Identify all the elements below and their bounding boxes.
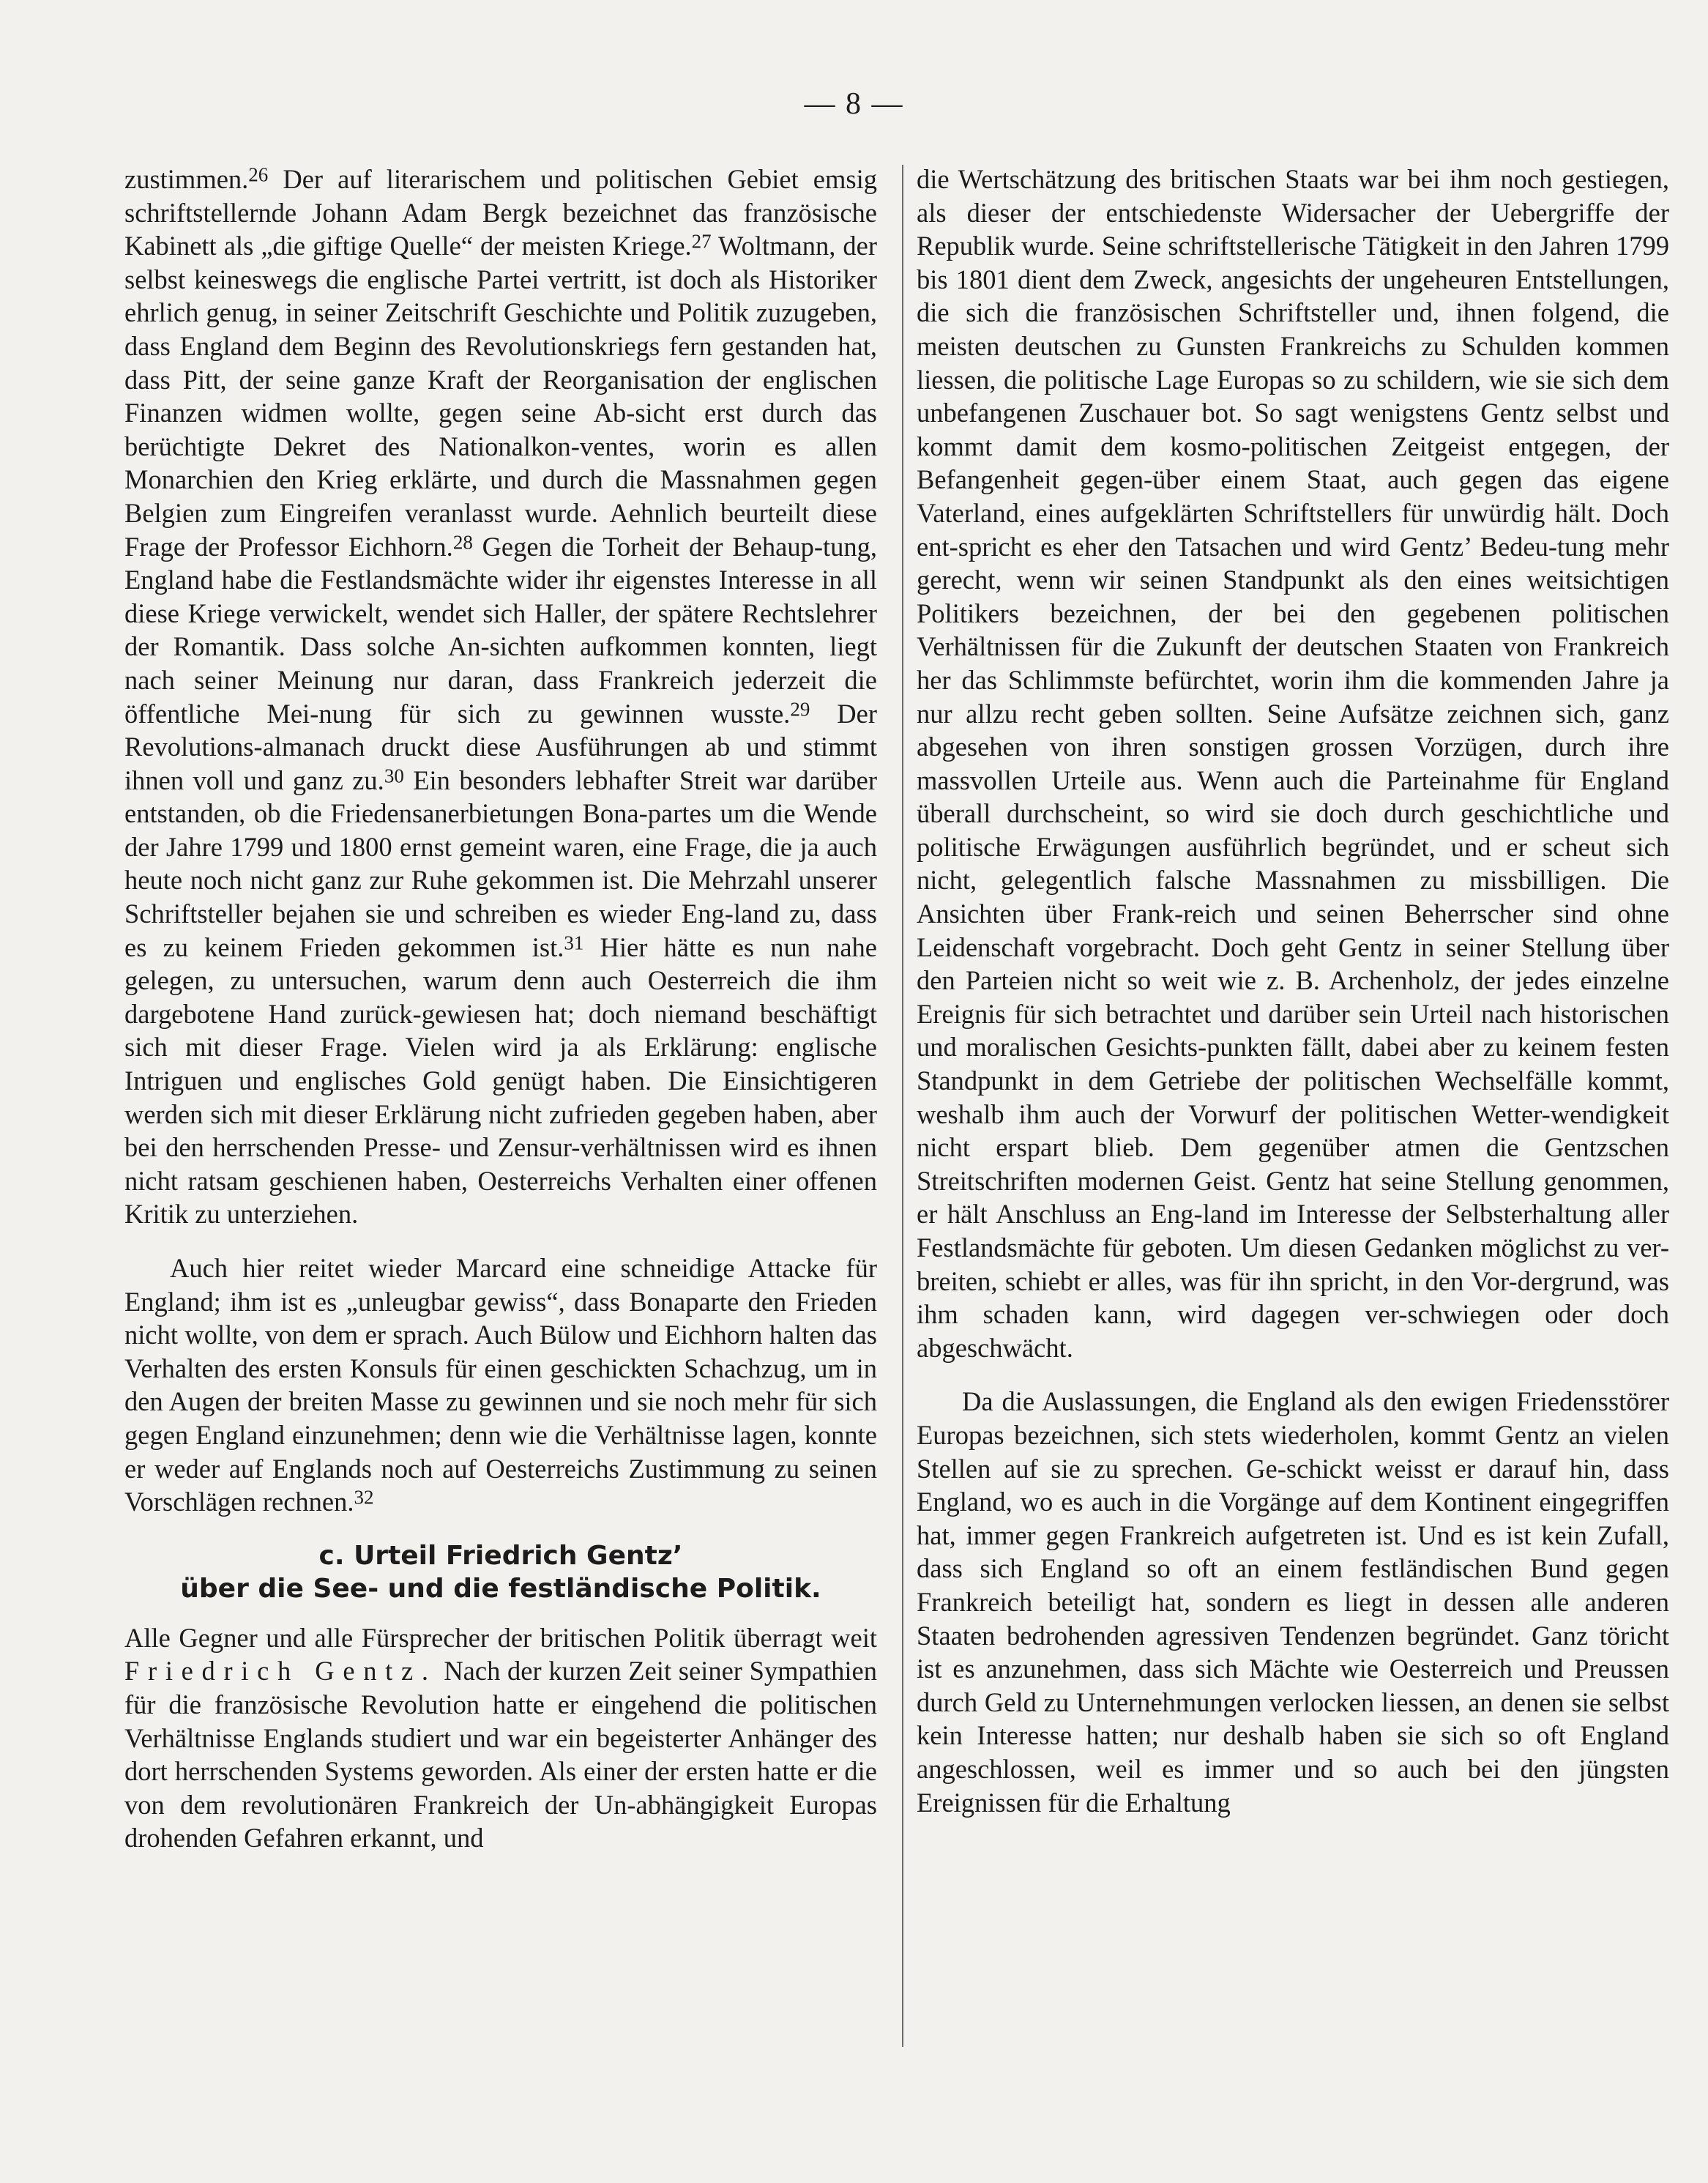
paragraph bbox=[124, 163, 877, 1231]
footnote-ref: 31 bbox=[564, 931, 584, 954]
footnote-ref: 26 bbox=[248, 163, 269, 186]
right-column bbox=[917, 163, 1669, 1819]
spaced-name: Friedrich Gentz. bbox=[124, 1656, 437, 1686]
text: Der Revolutions-almanach druckt diese Ausführungen ab und stimmt ihnen voll und ganz zu. bbox=[124, 698, 877, 795]
text: zustimmen. bbox=[124, 164, 249, 194]
section-heading bbox=[124, 1539, 877, 1605]
left-column bbox=[124, 163, 877, 1855]
text: Ein besonders lebhafter Streit war darüber entstanden, ob die Friedensanerbietungen Bona-partes um die Wende der Jahre 1799 und 1800 ernst gemeint waren, eine Frage, die ja auch heute noch nicht ganz zur Ruhe gekommen ist. Die Mehrzahl unserer Schriftsteller bejahen sie und schreiben es wieder Eng-land zu, dass es zu keinem Frieden gekommen ist. bbox=[124, 765, 877, 962]
text: Woltmann, der selbst keineswegs die englische Partei vertritt, ist doch als Historiker ehrlich genug, in seiner Zeitschrift Geschichte und Politik zuzugeben, dass England dem Beginn des Revolutionskriegs fern gestanden hat, dass Pitt, der seine ganze Kraft der Reorganisation der englischen Finanzen widmen wollte, gegen seine Ab-sicht erst durch das berüchtigte Dekret des Nationalkon-ventes, worin es allen Monarchien den Krieg erklärte, und durch die Massnahmen gegen Belgien zum Eingreifen veranlasst wurde. Aehnlich beurteilt diese Frage der Professor Eichhorn. bbox=[124, 231, 877, 562]
paragraph bbox=[124, 1621, 877, 1855]
text: Gegen die Torheit der Behaup-tung, England habe die Festlandsmächte wider ihr eigenstes Interesse in all diese Kriege verwickelt, wendet sich Haller, der spätere Rechtslehrer der Romantik. Dass solche An-sichten aufkommen konnten, liegt nach seiner Meinung nur daran, dass Frankreich jederzeit die öffentliche Mei-nung für sich zu gewinnen wusste. bbox=[124, 531, 877, 729]
text: Hier hätte es nun nahe gelegen, zu untersuchen, warum denn auch Oesterreich die ihm dargebotene Hand zurück-gewiesen hat; doch niemand beschäftigt sich mit dieser Frage. Vielen wird ja als Erklärung: englische Intriguen und englisches Gold genügt haben. Die Einsichtigeren werden sich mit dieser Erklärung nicht zufrieden gegeben haben, aber bei den herrschenden Presse- und Zensur-verhältnissen wird es ihnen nicht ratsam geschienen haben, Oesterreichs Verhalten einer offenen Kritik zu unterziehen. bbox=[124, 931, 878, 1230]
footnote-ref: 28 bbox=[452, 531, 473, 554]
paragraph: die Wertschätzung des britischen Staats war bei ihm noch gestiegen, als dieser der entschiedenste Widersacher der Uebergriffe der Republik wurde. Seine schriftstellerische Tätigkeit in den Jahren 1799 bis 1801 dient dem Zweck, angesichts der ungeheuren Entstellungen, die sich die französischen Schriftsteller und, ihnen folgend, die meisten deutschen zu Gunsten Frankreichs zu Schulden kommen liessen, die politische Lage Europas so zu schildern, wie sie sich dem unbefangenen Zuschauer bot. So sagt wenigstens Gentz selbst und kommt damit dem kosmo-politischen Zeitgeist entgegen, der Befangenheit gegen-über einem Staat, auch gegen das eigene Vaterland, eines aufgeklärten Schriftstellers für unwürdig hält. Doch ent-spricht es eher den Tatsachen und wird Gentz’ Bedeu-tung mehr gerecht, wenn wir seinen Standpunkt als den eines weitsichtigen Politikers bezeichnen, der bei den gegebenen politischen Verhältnissen für die Zukunft der deutschen Staaten von Frankreich her das Schlimmste befürchtet, worin ihm die kommenden Jahre ja nur allzu recht geben sollten. Seine Aufsätze zeichnen sich, ganz abgesehen von ihren sonstigen grossen Vorzügen, durch ihre massvollen Urteile aus. Wenn auch die Parteinahme für England überall durchscheint, so wird sie doch durch geschichtliche und politische Erwägungen ausführlich begründet, und er scheut sich nicht, gelegentlich falsche Massnahmen zu missbilligen. Die Ansichten über Frank-reich und seinen Beherrscher sind ohne Leidenschaft vorgebracht. Doch geht Gentz in seiner Stellung über den Parteien nicht so weit wie z. B. Archenholz, der jedes einzelne Ereignis für sich betrachtet und darüber sein Urteil nach historischen und moralischen Gesichts-punkten fällt, dabei aber zu keinem festen Standpunkt in dem Getriebe der politischen Wechselfälle kommt, weshalb ihm auch der Vorwurf der politischen Wetter-wendigkeit nicht erspart blieb. Dem gegenüber atmen die Gentzschen Streitschriften modernen Geist. Gentz hat seine Stellung genommen, er hält Anschluss an Eng-land im Interesse der Selbsterhaltung aller Festlandsmächte für geboten. Um diesen Gedanken möglichst zu ver-breiten, schiebt er alles, was für ihn spricht, in den Vor-dergrund, was ihm schaden kann, wird dagegen ver-schwiegen oder doch abgeschwächt. bbox=[917, 164, 1669, 1363]
heading-line-2: über die See- und die festländische Politik. bbox=[180, 1573, 821, 1604]
text: Der auf literarischem und politischen Gebiet emsig schriftstellernde Johann Adam Bergk bezeichnet das französische Kabinett als „die giftige Quelle“ der meisten Kriege. bbox=[124, 164, 877, 261]
column-divider bbox=[902, 165, 903, 2047]
paragraph: Da die Auslassungen, die England als den ewigen Friedensstörer Europas bezeichnen, sich stets wiederholen, kommt Gentz an vielen Stellen auf sie zu sprechen. Ge-schickt weisst er darauf hin, dass England, wo es auch in die Vorgänge auf dem Kontinent eingegriffen hat, immer gegen Frankreich aufgetreten ist. Und es ist kein Zufall, dass sich England so oft an einem festländischen Bund gegen Frankreich beteiligt hat, sondern es liegt in dessen alle anderen Staaten bedrohenden agressiven Tendenzen begründet. Ganz töricht ist es anzunehmen, dass sich Mächte wie Oesterreich und Preussen durch Geld zu Unternehmungen verlocken liessen, an denen sie selbst kein Interesse hatten; nur deshalb haben sie sich so oft England angeschlossen, weil es immer und so auch bei den jüngsten Ereignissen für die Erhaltung bbox=[917, 1386, 1669, 1818]
footnote-ref: 32 bbox=[354, 1486, 374, 1509]
footnote-ref: 30 bbox=[384, 765, 404, 787]
paragraph bbox=[124, 1252, 877, 1519]
heading-line-1: c. Urteil Friedrich Gentz’ bbox=[318, 1540, 683, 1571]
page-number: — 8 — bbox=[804, 87, 904, 121]
footnote-ref: 29 bbox=[790, 698, 810, 721]
text: Auch hier reitet wieder Marcard eine schneidige Attacke für England; ihm ist es „unleugbar gewiss“, dass Bonaparte den Frieden nicht wollte, von dem er sprach. Auch Bülow und Eichhorn halten das Verhalten des ersten Konsuls für einen geschickten Schachzug, um in den Augen der breiten Masse zu gewinnen und sie noch mehr für sich gegen England einzunehmen; denn wie die Verhältnisse lagen, konnte er weder auf Englands noch auf Oesterreichs Zustimmung zu seinen Vorschlägen rechnen. bbox=[124, 1253, 877, 1517]
text: Nach der kurzen Zeit seiner Sympathien für die französische Revolution hatte er eingehend die politischen Verhältnisse Englands studiert und war ein begeisterter Anhänger des dort herrschenden Systems geworden. Als einer der ersten hatte er die von dem revolutionären Frankreich der Un-abhängigkeit Europas drohenden Gefahren erkannt, und bbox=[124, 1656, 877, 1853]
text: Alle Gegner und alle Fürsprecher der britischen Politik überragt weit bbox=[124, 1622, 877, 1653]
footnote-ref: 27 bbox=[691, 230, 712, 253]
